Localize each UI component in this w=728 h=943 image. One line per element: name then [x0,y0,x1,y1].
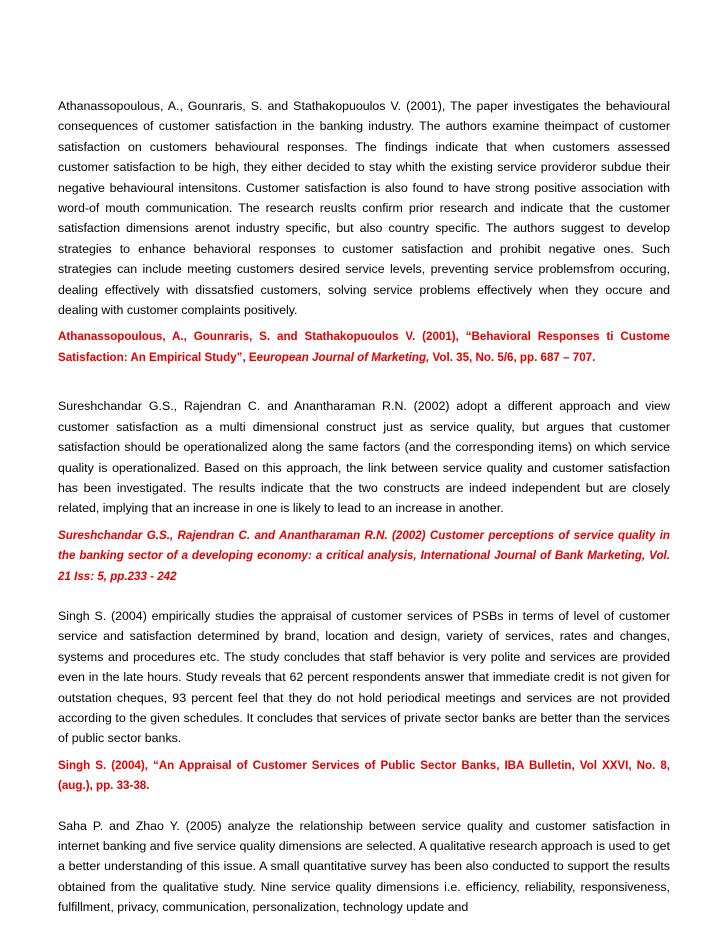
reference-athanassopoulous-journal: european Journal of Marketing, [256,350,430,364]
body-paragraph-saha: Saha P. and Zhao Y. (2005) analyze the relationship between service quality and customer satisfaction in internet banking and five service quality dimensions are selected. A qualitative research approach is used to get a better understanding of this issue. A small quantitative survey has been also conducted to support the results obtained from the qualitative study. Nine service quality dimensions i.e. efficiency, reliability, responsiveness, fulfillment, privacy, communication, personalization, technology update and [58,818,670,915]
body-paragraph-athanassopoulous: Athanassopoulous, A., Gounraris, S. and Stathakopuoulos V. (2001), The paper investigates the behavioural consequences of customer satisfaction in the banking industry. The authors examine theimpact of customer satisfaction on customers behavioural responses. The findings indicate that when customers assessed customer satisfaction to be high, they either decided to stay whith the existing service provideror subdue their negative behavioural intensitons. Customer satisfaction is also found to have strong positive association with word-of mouth communication. The research reuslts confirm prior research and indicate that the customer satisfaction dimensions arenot industry specific, but also country specific. The authors suggest to develop strategies to enhance behavioral responses to customer satisfaction and prohibit negative ones. Such strategies can include meeting customers desired service levels, preventing service problemsfrom occuring, dealing effectively with dissatsfied customers, solving service problems effectively when they occure and dealing with customer complaints positively. [58,99,670,318]
reference-athanassopoulous-text: Athanassopoulous, A., Gounraris, S. and Stathakopuoulos V. (2001), “Behavioral Responses ti Custome Satisfaction: An Empirical Study”, E [58,330,670,364]
reference-athanassopoulous-volume: Vol. 35, No. 5/6, pp. 687 – 707. [429,350,596,364]
document-page [58,96,670,918]
reference-sureshchandar: Sureshchandar G.S., Rajendran C. and Anantharaman R.N. (2002) Customer perceptions of service quality in the banking sector of a developing economy: a critical analysis, International Journal of Bank Marketing, Vol. 21 Iss: 5, pp.233 - 242 [58,528,670,583]
body-paragraph-sureshchandar: Sureshchandar G.S., Rajendran C. and Anantharaman R.N. (2002) adopt a different approach and view customer satisfaction as a multi dimensional construct just as service quality, but argues that customer satisfaction should be operationalized along the same factors (and the corresponding items) on which service quality is operationalized. Based on this approach, the link between service quality and customer satisfaction has been investigated. The results indicate that the two constructs are indeed independent but are closely related, implying that an increase in one is likely to lead to an increase in another. [58,399,670,516]
body-paragraph-singh: Singh S. (2004) empirically studies the appraisal of customer services of PSBs in terms of level of customer service and satisfaction determined by brand, location and design, variety of services, rates and changes, systems and procedures etc. The study concludes that staff behavior is very polite and services are provided even in the late hours. Study reveals that 62 percent respondents answer that immediate credit is not given for outstation cheques, 93 percent feel that they do not hold periodical meetings and services are not provided according to the given schedules. It concludes that services of private sector banks are better than the services of public sector banks. [58,608,670,746]
reference-athanassopoulous [58,327,670,368]
reference-singh: Singh S. (2004), “An Appraisal of Customer Services of Public Sector Banks, IBA Bulletin, Vol XXVI, No. 8, (aug.), pp. 33-38. [58,758,670,793]
